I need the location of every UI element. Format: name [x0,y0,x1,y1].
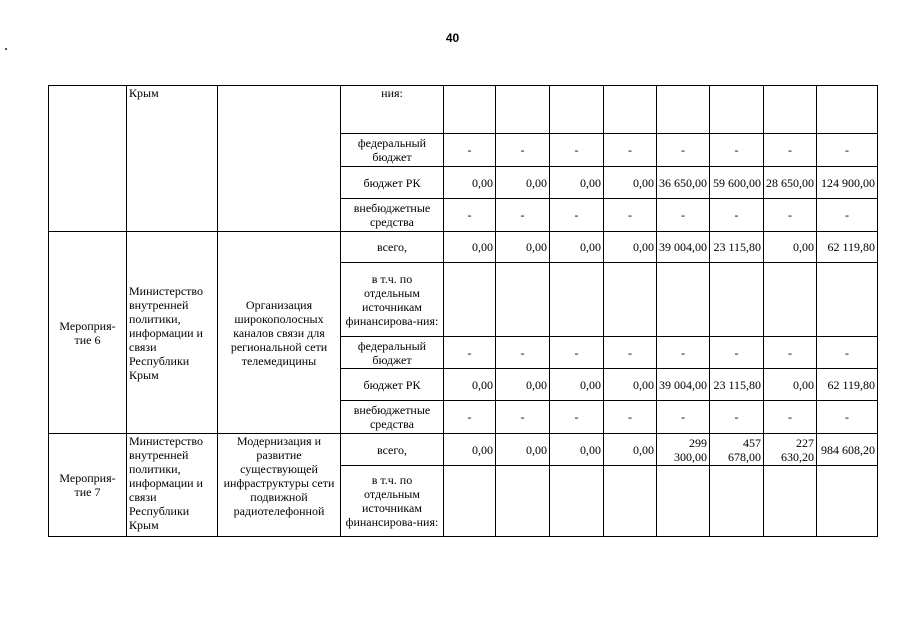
amount-cell: - [764,199,817,232]
amount-cell [764,466,817,537]
amount-cell: - [444,337,496,369]
amount-cell: - [550,199,604,232]
description-cell: Организация широкополосных каналов связи для региональной сети телемедицины [218,232,341,434]
amount-cell [817,86,878,134]
amount-cell: 62 119,80 [817,232,878,263]
amount-cell [496,263,550,337]
amount-cell: - [710,337,764,369]
funding-source-cell: бюджет РК [341,369,444,401]
amount-cell: 984 608,20 [817,434,878,466]
funding-source-cell: федеральный бюджет [341,134,444,167]
amount-cell: 0,00 [550,369,604,401]
amount-cell: 23 115,80 [710,369,764,401]
funding-table [48,85,878,537]
amount-cell: 0,00 [444,369,496,401]
amount-cell [604,466,657,537]
amount-cell [444,263,496,337]
amount-cell: 0,00 [604,369,657,401]
amount-cell: - [604,337,657,369]
amount-cell: - [764,401,817,434]
amount-cell: - [496,401,550,434]
amount-cell: - [657,134,710,167]
amount-cell: 0,00 [764,369,817,401]
amount-cell [817,263,878,337]
amount-cell: - [710,199,764,232]
amount-cell: - [657,401,710,434]
measure-cell: Мероприя-тие 7 [49,434,127,537]
page-number: 40 [445,31,460,45]
amount-cell: 36 650,00 [657,167,710,199]
amount-cell: - [710,134,764,167]
amount-cell [444,86,496,134]
amount-cell: - [817,401,878,434]
amount-cell: 0,00 [496,434,550,466]
amount-cell: - [710,401,764,434]
amount-cell [657,86,710,134]
amount-cell: - [444,401,496,434]
amount-cell: - [496,337,550,369]
amount-cell: - [817,134,878,167]
table-row [49,86,878,134]
amount-cell [710,86,764,134]
amount-cell: 457 678,00 [710,434,764,466]
measure-cell: Мероприя-тие 6 [49,232,127,434]
funding-source-cell: бюджет РК [341,167,444,199]
amount-cell: - [764,134,817,167]
amount-cell: 39 004,00 [657,369,710,401]
amount-cell: 0,00 [444,434,496,466]
amount-cell: 0,00 [444,232,496,263]
amount-cell: - [496,199,550,232]
funding-table-body [49,86,878,537]
amount-cell: 39 004,00 [657,232,710,263]
amount-cell: 0,00 [604,167,657,199]
amount-cell: 0,00 [444,167,496,199]
amount-cell: 299 300,00 [657,434,710,466]
funding-source-cell: всего, [341,434,444,466]
funding-source-cell: ния: [341,86,444,134]
amount-cell: - [657,337,710,369]
funding-source-cell: в т.ч. по отдельным источникам финансирова-ния: [341,263,444,337]
amount-cell [817,466,878,537]
amount-cell: - [604,401,657,434]
amount-cell: 59 600,00 [710,167,764,199]
amount-cell [657,466,710,537]
amount-cell: - [550,337,604,369]
amount-cell [764,86,817,134]
amount-cell: 124 900,00 [817,167,878,199]
amount-cell: 0,00 [550,232,604,263]
amount-cell: 0,00 [496,232,550,263]
amount-cell: - [657,199,710,232]
amount-cell [604,86,657,134]
amount-cell: - [496,134,550,167]
funding-source-cell: федеральный бюджет [341,337,444,369]
table-row [49,232,878,263]
amount-cell: 62 119,80 [817,369,878,401]
amount-cell: - [817,337,878,369]
amount-cell: 0,00 [496,369,550,401]
amount-cell [550,263,604,337]
executor-cell: Крым [127,86,218,232]
amount-cell [550,86,604,134]
amount-cell: - [550,134,604,167]
description-cell [218,86,341,232]
scan-mark [5,48,7,50]
amount-cell: - [817,199,878,232]
amount-cell: 0,00 [604,232,657,263]
executor-cell: Министерство внутренней политики, информации и связи Республики Крым [127,232,218,434]
amount-cell [657,263,710,337]
amount-cell: - [604,199,657,232]
amount-cell: 0,00 [496,167,550,199]
funding-source-cell: внебюджетные средства [341,401,444,434]
amount-cell: 0,00 [604,434,657,466]
amount-cell [710,263,764,337]
executor-cell: Министерство внутренней политики, информации и связи Республики Крым [127,434,218,537]
amount-cell: - [444,134,496,167]
funding-source-cell: внебюджетные средства [341,199,444,232]
funding-source-cell: всего, [341,232,444,263]
description-cell: Модернизация и развитие существующей инфраструктуры сети подвижной радиотелефонной [218,434,341,537]
amount-cell [496,466,550,537]
amount-cell [496,86,550,134]
amount-cell [444,466,496,537]
amount-cell: 23 115,80 [710,232,764,263]
amount-cell [550,466,604,537]
amount-cell: - [550,401,604,434]
amount-cell: 0,00 [764,232,817,263]
amount-cell: 28 650,00 [764,167,817,199]
amount-cell [604,263,657,337]
amount-cell: 0,00 [550,167,604,199]
amount-cell [764,263,817,337]
funding-source-cell: в т.ч. по отдельным источникам финансирова-ния: [341,466,444,537]
amount-cell: - [444,199,496,232]
table-row [49,434,878,466]
amount-cell: 227 630,20 [764,434,817,466]
amount-cell: 0,00 [550,434,604,466]
amount-cell: - [764,337,817,369]
amount-cell: - [604,134,657,167]
amount-cell [710,466,764,537]
measure-cell [49,86,127,232]
